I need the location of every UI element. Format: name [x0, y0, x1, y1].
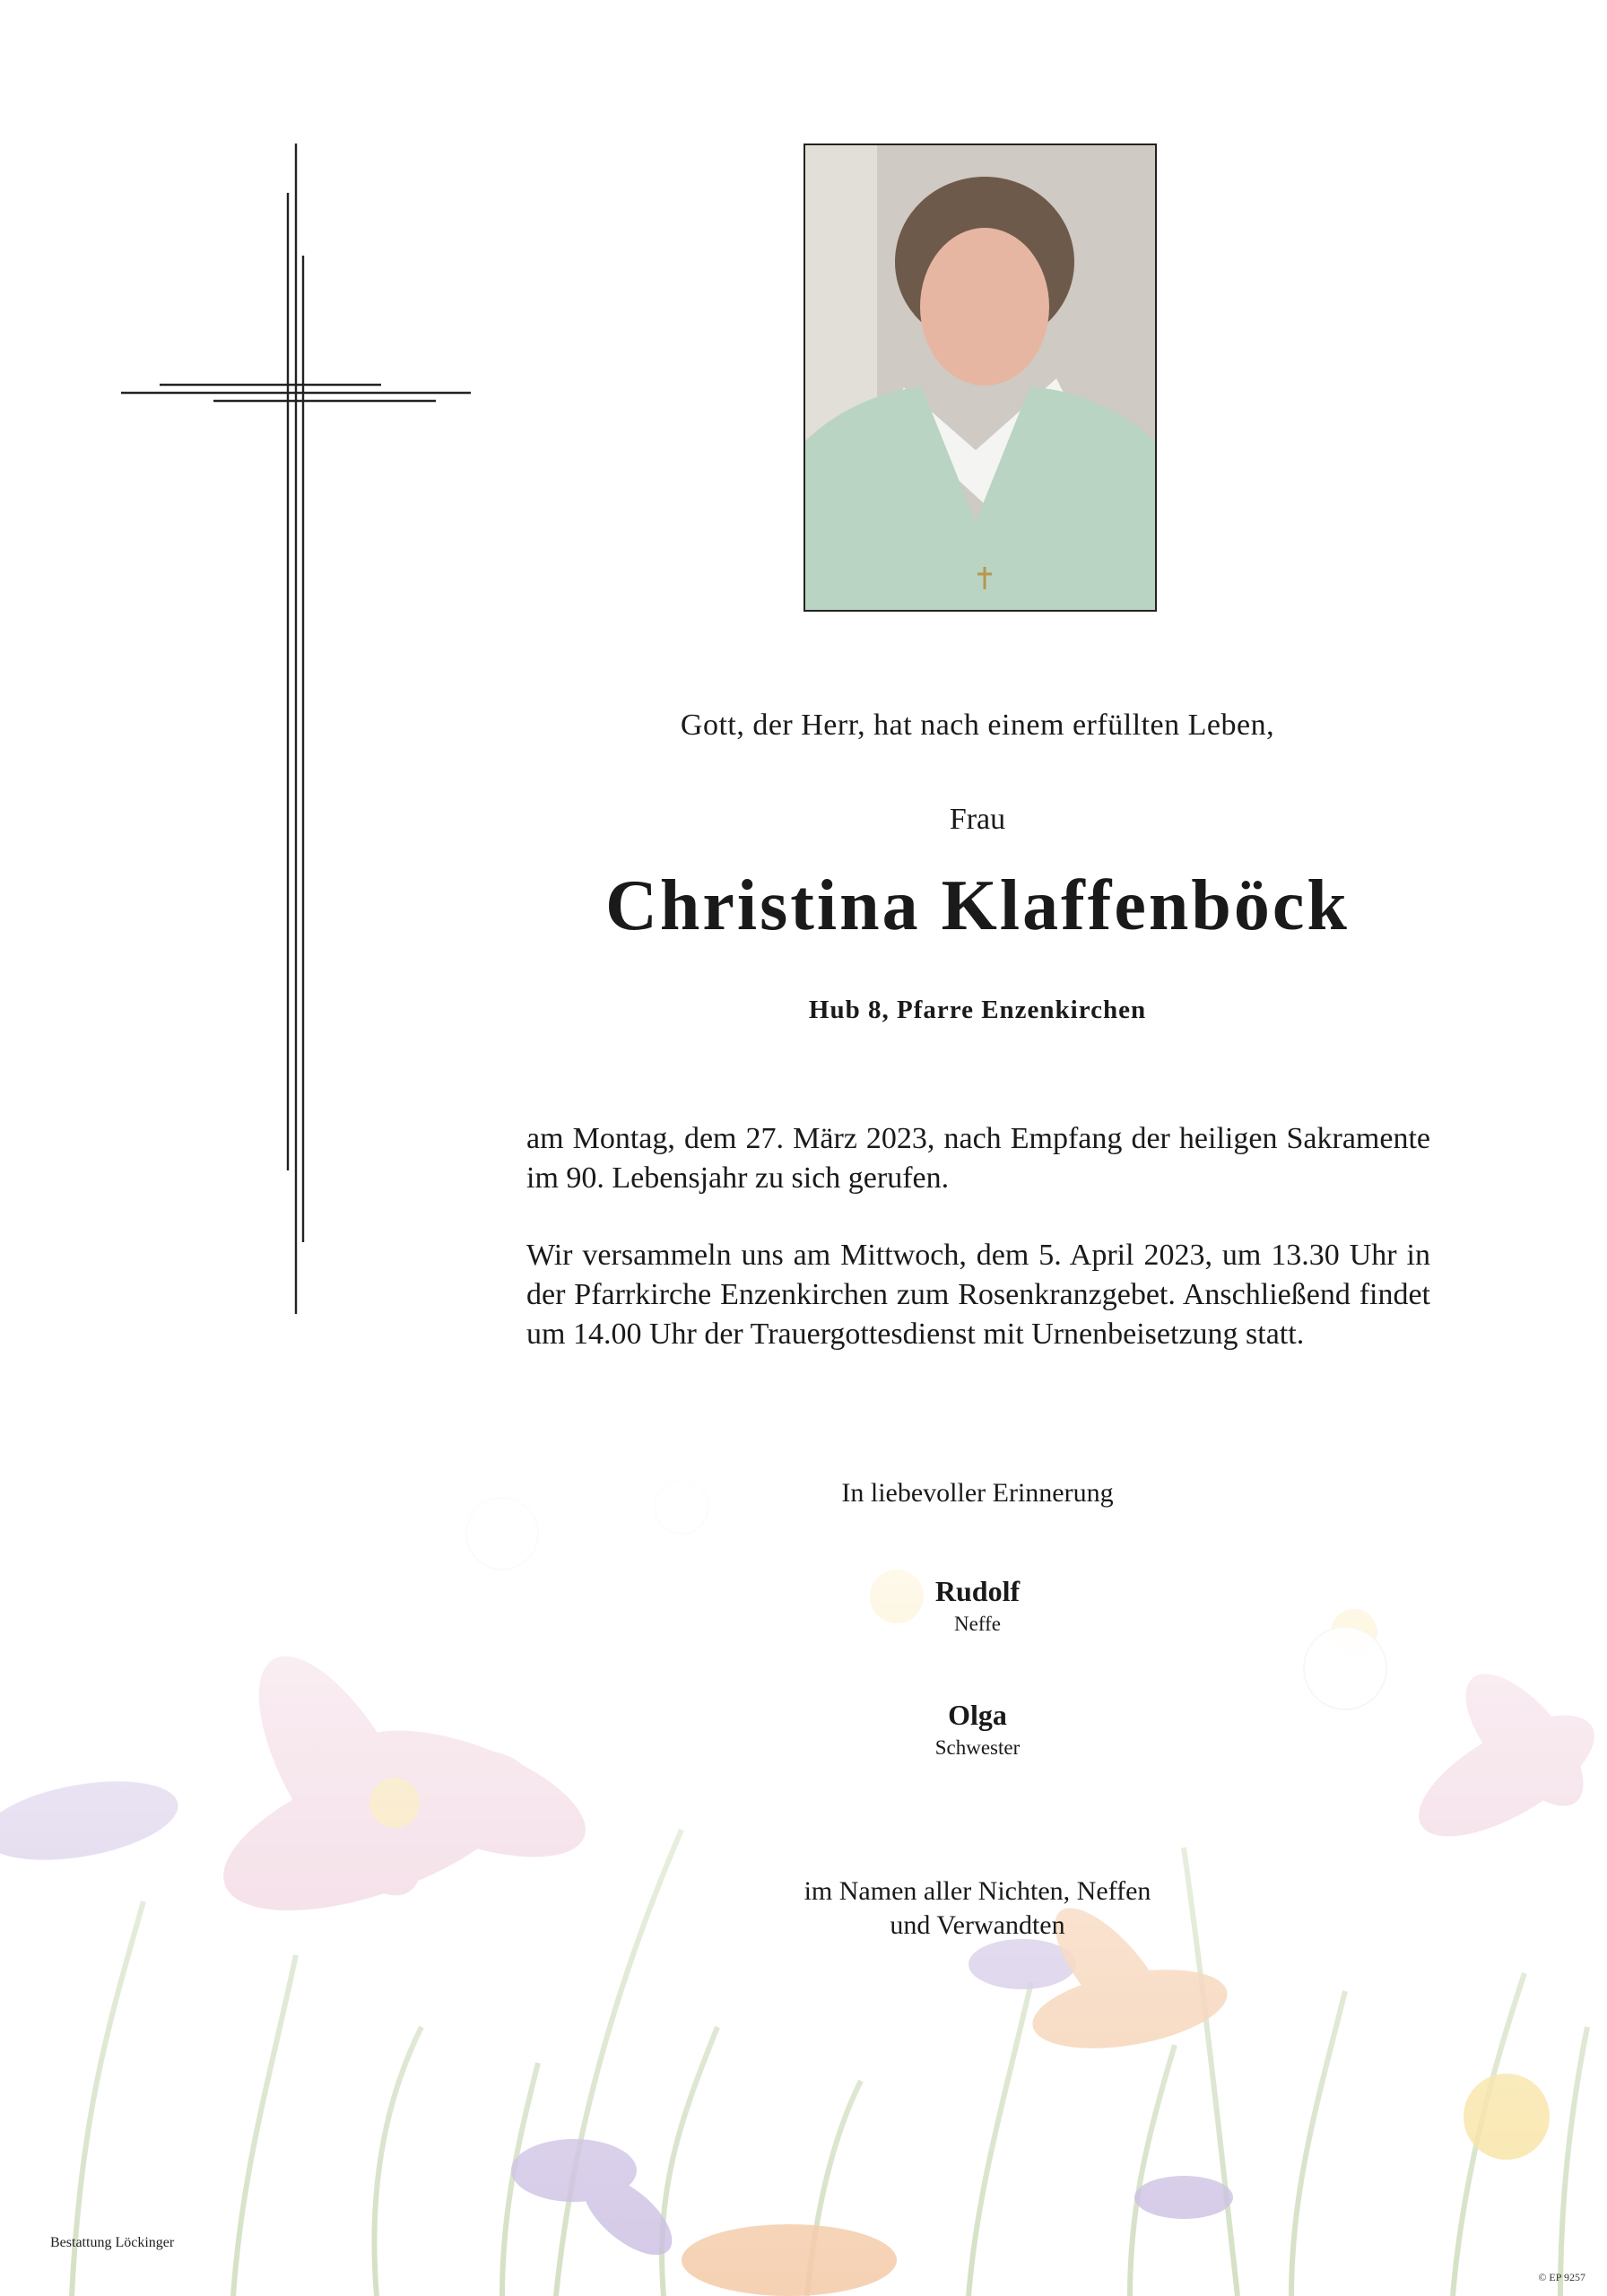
signoff-line: und Verwandten: [890, 1910, 1065, 1940]
signoff: [502, 1874, 1453, 1943]
closing-line: In liebevoller Erinnerung: [841, 1478, 1114, 1508]
relative-name: Olga: [948, 1699, 1007, 1731]
signoff-line: im Namen aller Nichten, Neffen: [804, 1876, 1151, 1906]
address: Hub 8, Pfarre Enzenkirchen: [808, 996, 1147, 1024]
relative-relation: Neffe: [954, 1613, 1001, 1635]
intro-line: Gott, der Herr, hat nach einem erfüllten Leben,: [680, 709, 1275, 742]
portrait-photo: [804, 144, 1157, 612]
death-notice-paragraph: am Montag, dem 27. März 2023, nach Empfang der heiligen Sakramente im 90. Lebensjahr zu sich gerufen.: [526, 1122, 1430, 1195]
salutation: Frau: [949, 803, 1006, 836]
funeral-home-credit: Bestattung Löckinger: [50, 2235, 175, 2250]
service-paragraph: Wir versammeln uns am Mittwoch, dem 5. April 2023, um 13.30 Uhr in der Pfarrkirche Enzenkirchen zum Rosenkranzgebet. Anschließend findet um 14.00 Uhr der Trauergottesdienst mit Urnenbeisetzung statt.: [526, 1239, 1430, 1351]
copyright-code: © EP 9257: [1538, 2271, 1585, 2283]
relative-relation: Schwester: [934, 1736, 1021, 1759]
relative-name: Rudolf: [934, 1575, 1021, 1607]
flower-meadow-background: [0, 1399, 1607, 2296]
portrait-image: [805, 145, 1155, 610]
deceased-name: Christina Klaffenböck: [605, 866, 1350, 945]
cross-icon: [117, 139, 475, 1323]
